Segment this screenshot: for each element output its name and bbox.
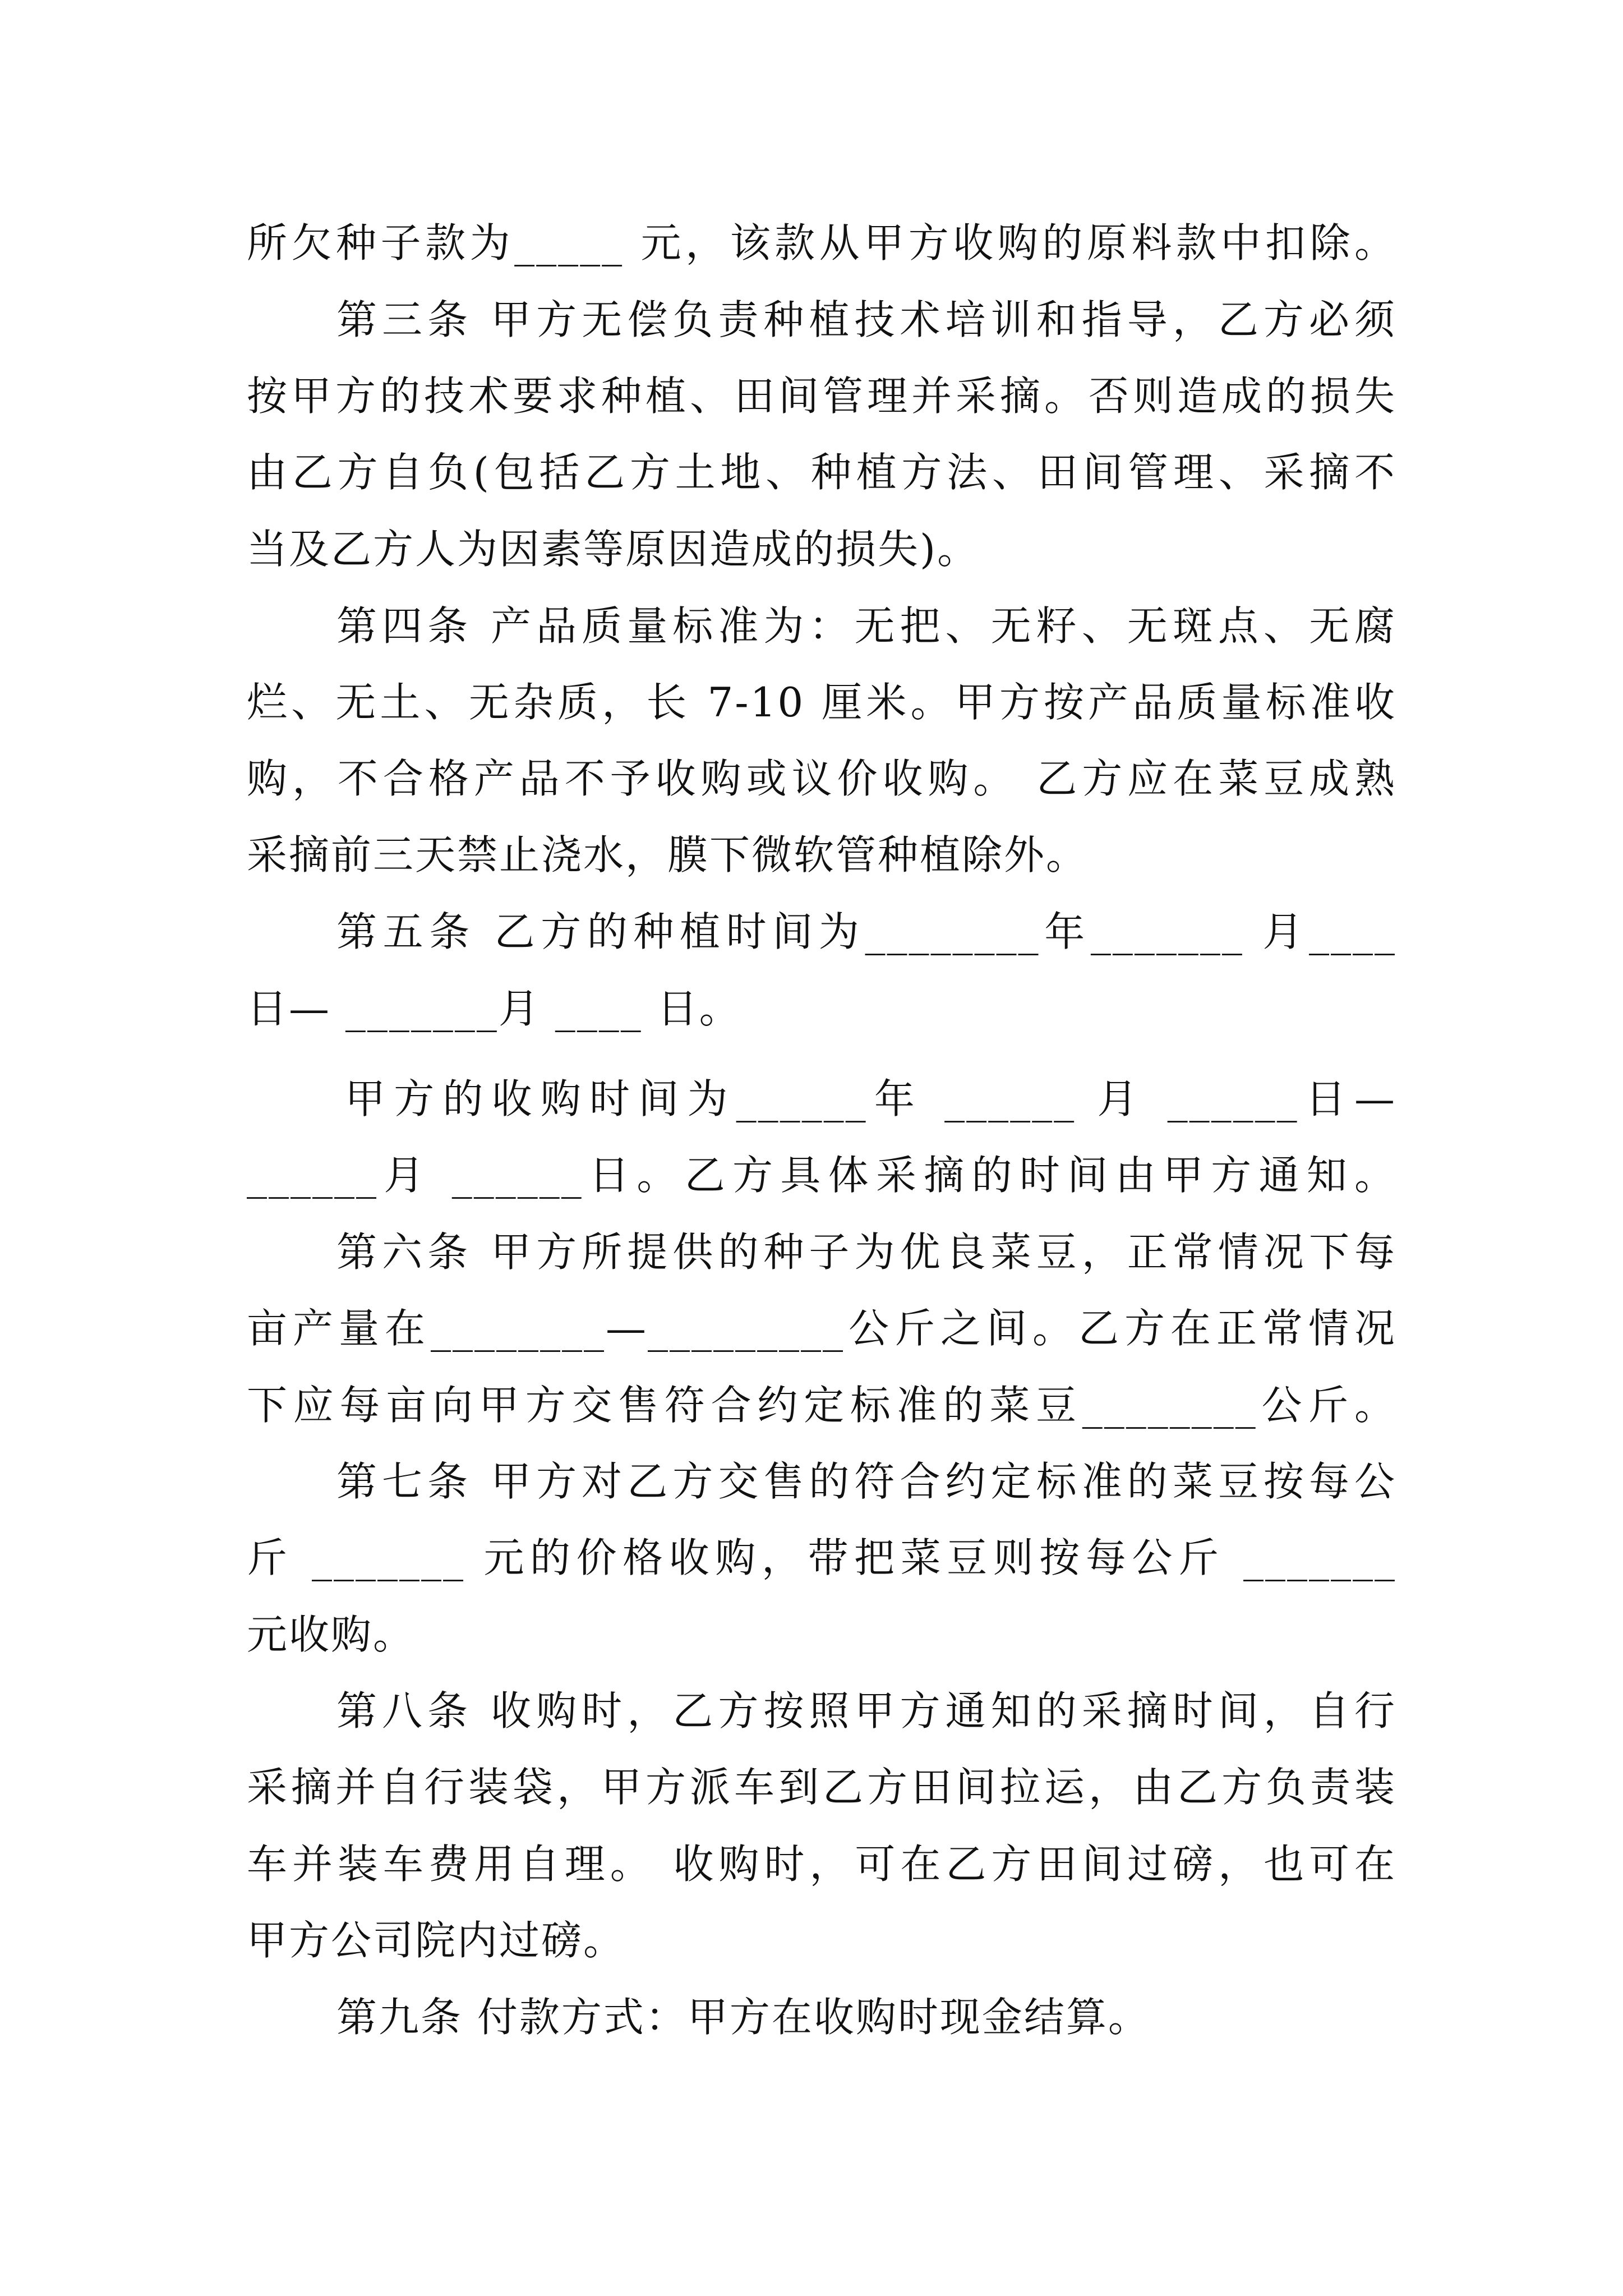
- text-line: 由乙方自负(包括乙方土地、种植方法、田间管理、采摘不: [247, 449, 1396, 496]
- text-line: 烂、无土、无杂质，长 7-10 厘米。甲方按产品质量标准收: [247, 679, 1396, 726]
- text-line: 第六条 甲方所提供的种子为优良菜豆，正常情况下每: [336, 1228, 1396, 1276]
- text-line: 第八条 收购时，乙方按照甲方通知的采摘时间，自行: [336, 1687, 1396, 1734]
- text-line: 元收购。: [247, 1611, 416, 1658]
- text-line: 当及乙方人为因素等原因造成的损失)。: [247, 526, 980, 573]
- text-line: 第七条 甲方对乙方交售的符合约定标准的菜豆按每公: [336, 1458, 1396, 1505]
- text-line: 甲方的收购时间为______年 ______ 月 ______日—: [345, 1075, 1396, 1122]
- text-line: 第三条 甲方无偿负责种植技术培训和指导，乙方必须: [336, 296, 1396, 343]
- text-line: 第四条 产品质量标准为：无把、无籽、无斑点、无腐: [336, 602, 1396, 650]
- text-line: 车并装车费用自理。 收购时，可在乙方田间过磅，也可在: [247, 1841, 1396, 1888]
- text-line: 日— _______月 ____ 日。: [247, 985, 741, 1032]
- text-line: 下应每亩向甲方交售符合约定标准的菜豆________公斤。: [247, 1382, 1396, 1429]
- text-line: 按甲方的技术要求种植、田间管理并采摘。否则造成的损失: [247, 372, 1396, 420]
- text-line: ______月 ______日。乙方具体采摘的时间由甲方通知。: [247, 1152, 1396, 1199]
- text-line: 所欠种子款为_____ 元，该款从甲方收购的原料款中扣除。: [247, 219, 1396, 266]
- text-line: 第九条 付款方式：甲方在收购时现金结算。: [336, 1994, 1150, 2041]
- text-line: 斤 _______ 元的价格收购，带把菜豆则按每公斤 _______: [247, 1534, 1396, 1581]
- text-line: 甲方公司院内过磅。: [247, 1917, 626, 1964]
- text-line: 亩产量在________—_________公斤之间。乙方在正常情况: [247, 1305, 1396, 1352]
- text-line: 采摘并自行装袋，甲方派车到乙方田间拉运，由乙方负责装: [247, 1764, 1396, 1811]
- text-line: 第五条 乙方的种植时间为________年_______ 月____: [336, 908, 1396, 955]
- text-line: 采摘前三天禁止浇水，膜下微软管种植除外。: [247, 831, 1089, 878]
- text-line: 购，不合格产品不予收购或议价收购。 乙方应在菜豆成熟: [247, 755, 1396, 802]
